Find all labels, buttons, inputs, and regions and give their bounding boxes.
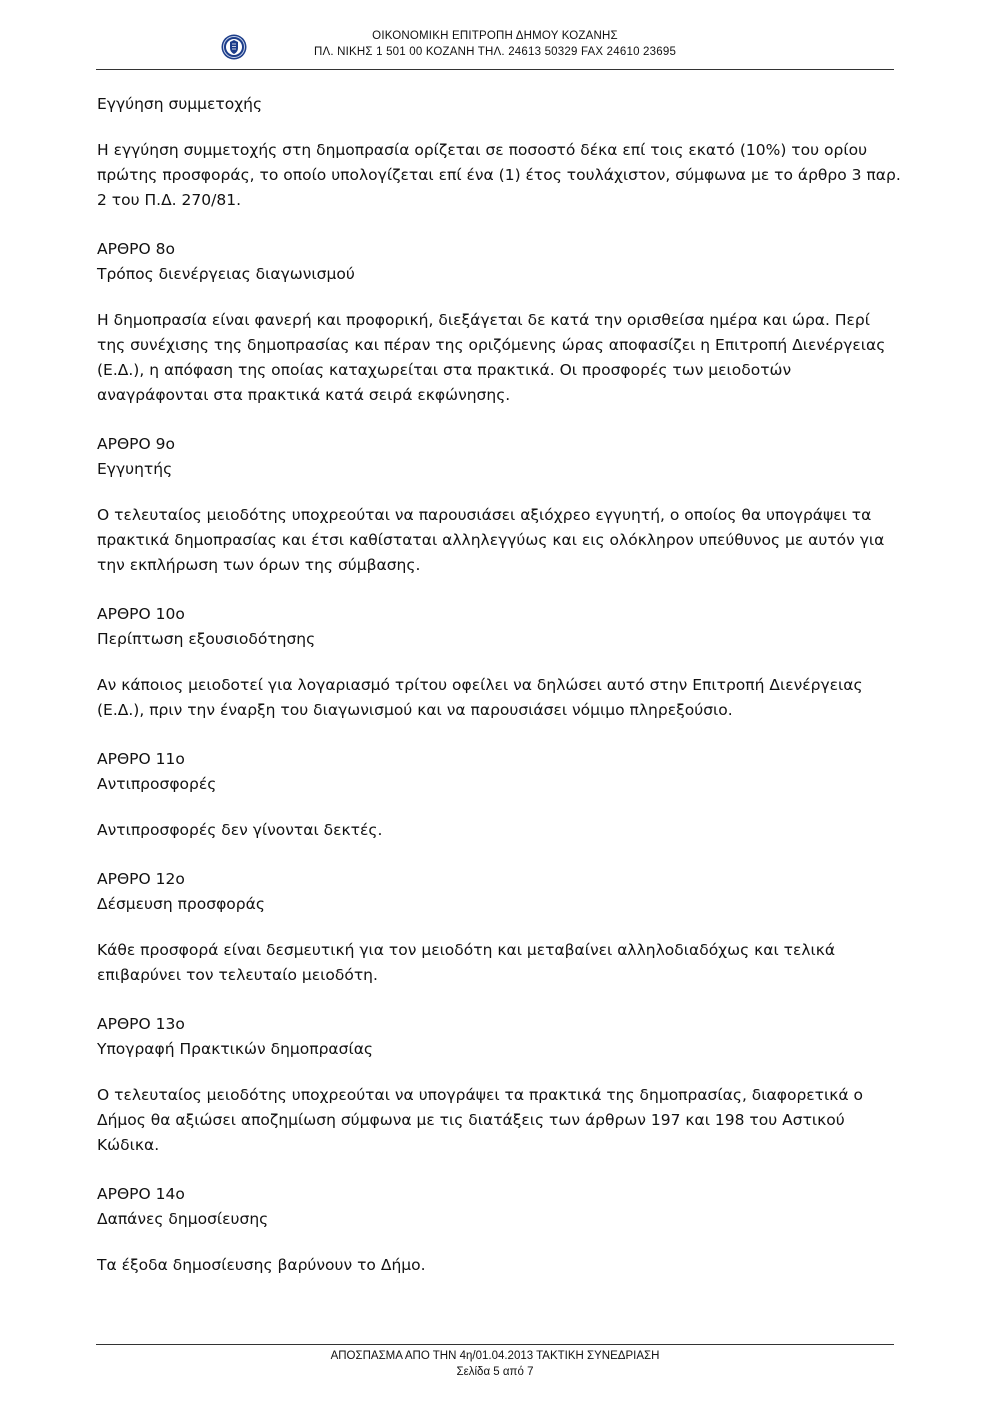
header-divider [96, 69, 894, 70]
article-title: Εγγυητής [97, 460, 173, 478]
section-article-10 [97, 602, 902, 723]
article-title: Δαπάνες δημοσίευσης [97, 1210, 269, 1228]
article-paragraph: Αν κάποιος μειοδοτεί για λογαριασμό τρίτου οφείλει να δηλώσει αυτό στην Επιτροπή Διενέργειας (Ε.Δ.), πριν την έναρξη του διαγωνισμού και να παρουσιάσει νόμιμο πληρεξούσιο. [97, 676, 863, 719]
article-paragraph: Αντιπροσφορές δεν γίνονται δεκτές. [97, 821, 383, 839]
article-heading: ΑΡΘΡΟ 8ο [97, 240, 175, 258]
article-paragraph: Η δημοπρασία είναι φανερή και προφορική, διεξάγεται δε κατά την ορισθείσα ημέρα και ώρα. Περί της συνέχισης της δημοπρασίας και πέραν της οριζόμενης ώρας αποφασίζει η Επιτροπή Διενέργειας (Ε.Δ.), η απόφαση της οποίας καταχωρείται στα πρακτικά. Οι προσφορές των μειοδοτών αναγράφονται στα πρακτικά κατά σειρά εκφώνησης. [97, 311, 886, 404]
section-article-11 [97, 747, 902, 843]
page-number: Σελίδα 5 από 7 [456, 1366, 534, 1378]
section-article-8 [97, 237, 902, 408]
article-heading: ΑΡΘΡΟ 12ο [97, 870, 185, 888]
article-heading: ΑΡΘΡΟ 14ο [97, 1185, 185, 1203]
article-heading: ΑΡΘΡΟ 11ο [97, 750, 185, 768]
article-title: Αντιπροσφορές [97, 775, 217, 793]
article-title: Δέσμευση προσφοράς [97, 895, 265, 913]
article-title: Τρόπος διενέργειας διαγωνισμού [97, 265, 355, 283]
article-heading: ΑΡΘΡΟ 10ο [97, 605, 185, 623]
article-heading: ΑΡΘΡΟ 9ο [97, 435, 175, 453]
section-article-14 [97, 1182, 902, 1278]
section-article-9 [97, 432, 902, 578]
section-article-12 [97, 867, 902, 988]
section-title: Εγγύηση συμμετοχής [97, 95, 263, 113]
page-footer [96, 1348, 894, 1380]
header-address: ΠΛ. ΝΙΚΗΣ 1 501 00 ΚΟΖΑΝΗ ΤΗΛ. 24613 50329 FAX 24610 23695 [313, 46, 677, 58]
article-title: Περίπτωση εξουσιοδότησης [97, 630, 316, 648]
section-paragraph: Η εγγύηση συμμετοχής στη δημοπρασία ορίζεται σε ποσοστό δέκα επί τοις εκατό (10%) του ορίου πρώτης προσφοράς, το οποίο υπολογίζεται επί ένα (1) έτος τουλάχιστον, σύμφωνα με το άρθρο 3 παρ. 2 του Π.Δ. 270/81. [97, 141, 901, 209]
article-heading: ΑΡΘΡΟ 13ο [97, 1015, 185, 1033]
document-body [97, 92, 902, 1278]
article-paragraph: Κάθε προσφορά είναι δεσμευτική για τον μειοδότη και μεταβαίνει αλληλοδιαδόχως και τελικά επιβαρύνει τον τελευταίο μειοδότη. [97, 941, 836, 984]
article-paragraph: Τα έξοδα δημοσίευσης βαρύνουν το Δήμο. [97, 1256, 426, 1274]
footer-divider [96, 1344, 894, 1345]
article-paragraph: Ο τελευταίος μειοδότης υποχρεούται να παρουσιάσει αξιόχρεο εγγυητή, ο οποίος θα υπογράψει τα πρακτικά δημοπρασίας και έτσι καθίσταται αλληλεγγύως και εις ολόκληρον υπεύθυνος με αυτόν για την εκπλήρωση των όρων της σύμβασης. [97, 506, 885, 574]
header-text [96, 28, 894, 60]
article-paragraph: Ο τελευταίος μειοδότης υποχρεούται να υπογράψει τα πρακτικά της δημοπρασίας, διαφορετικά ο Δήμος θα αξιώσει αποζημίωση σύμφωνα με τις διατάξεις των άρθρων 197 και 198 του Αστικού Κώδικα. [97, 1086, 864, 1154]
article-title: Υπογραφή Πρακτικών δημοπρασίας [97, 1040, 374, 1058]
section-article-13 [97, 1012, 902, 1158]
footer-session-ref: ΑΠΟΣΠΑΣΜΑ ΑΠΟ ΤΗΝ 4η/01.04.2013 ΤΑΚΤΙΚΗ ΣΥΝΕΔΡΙΑΣΗ [330, 1350, 660, 1362]
section-guarantee [97, 92, 902, 213]
page-header [96, 28, 894, 68]
header-org-name: ΟΙΚΟΝΟΜΙΚΗ ΕΠΙΤΡΟΠΗ ΔΗΜΟΥ ΚΟΖΑΝΗΣ [372, 30, 618, 42]
